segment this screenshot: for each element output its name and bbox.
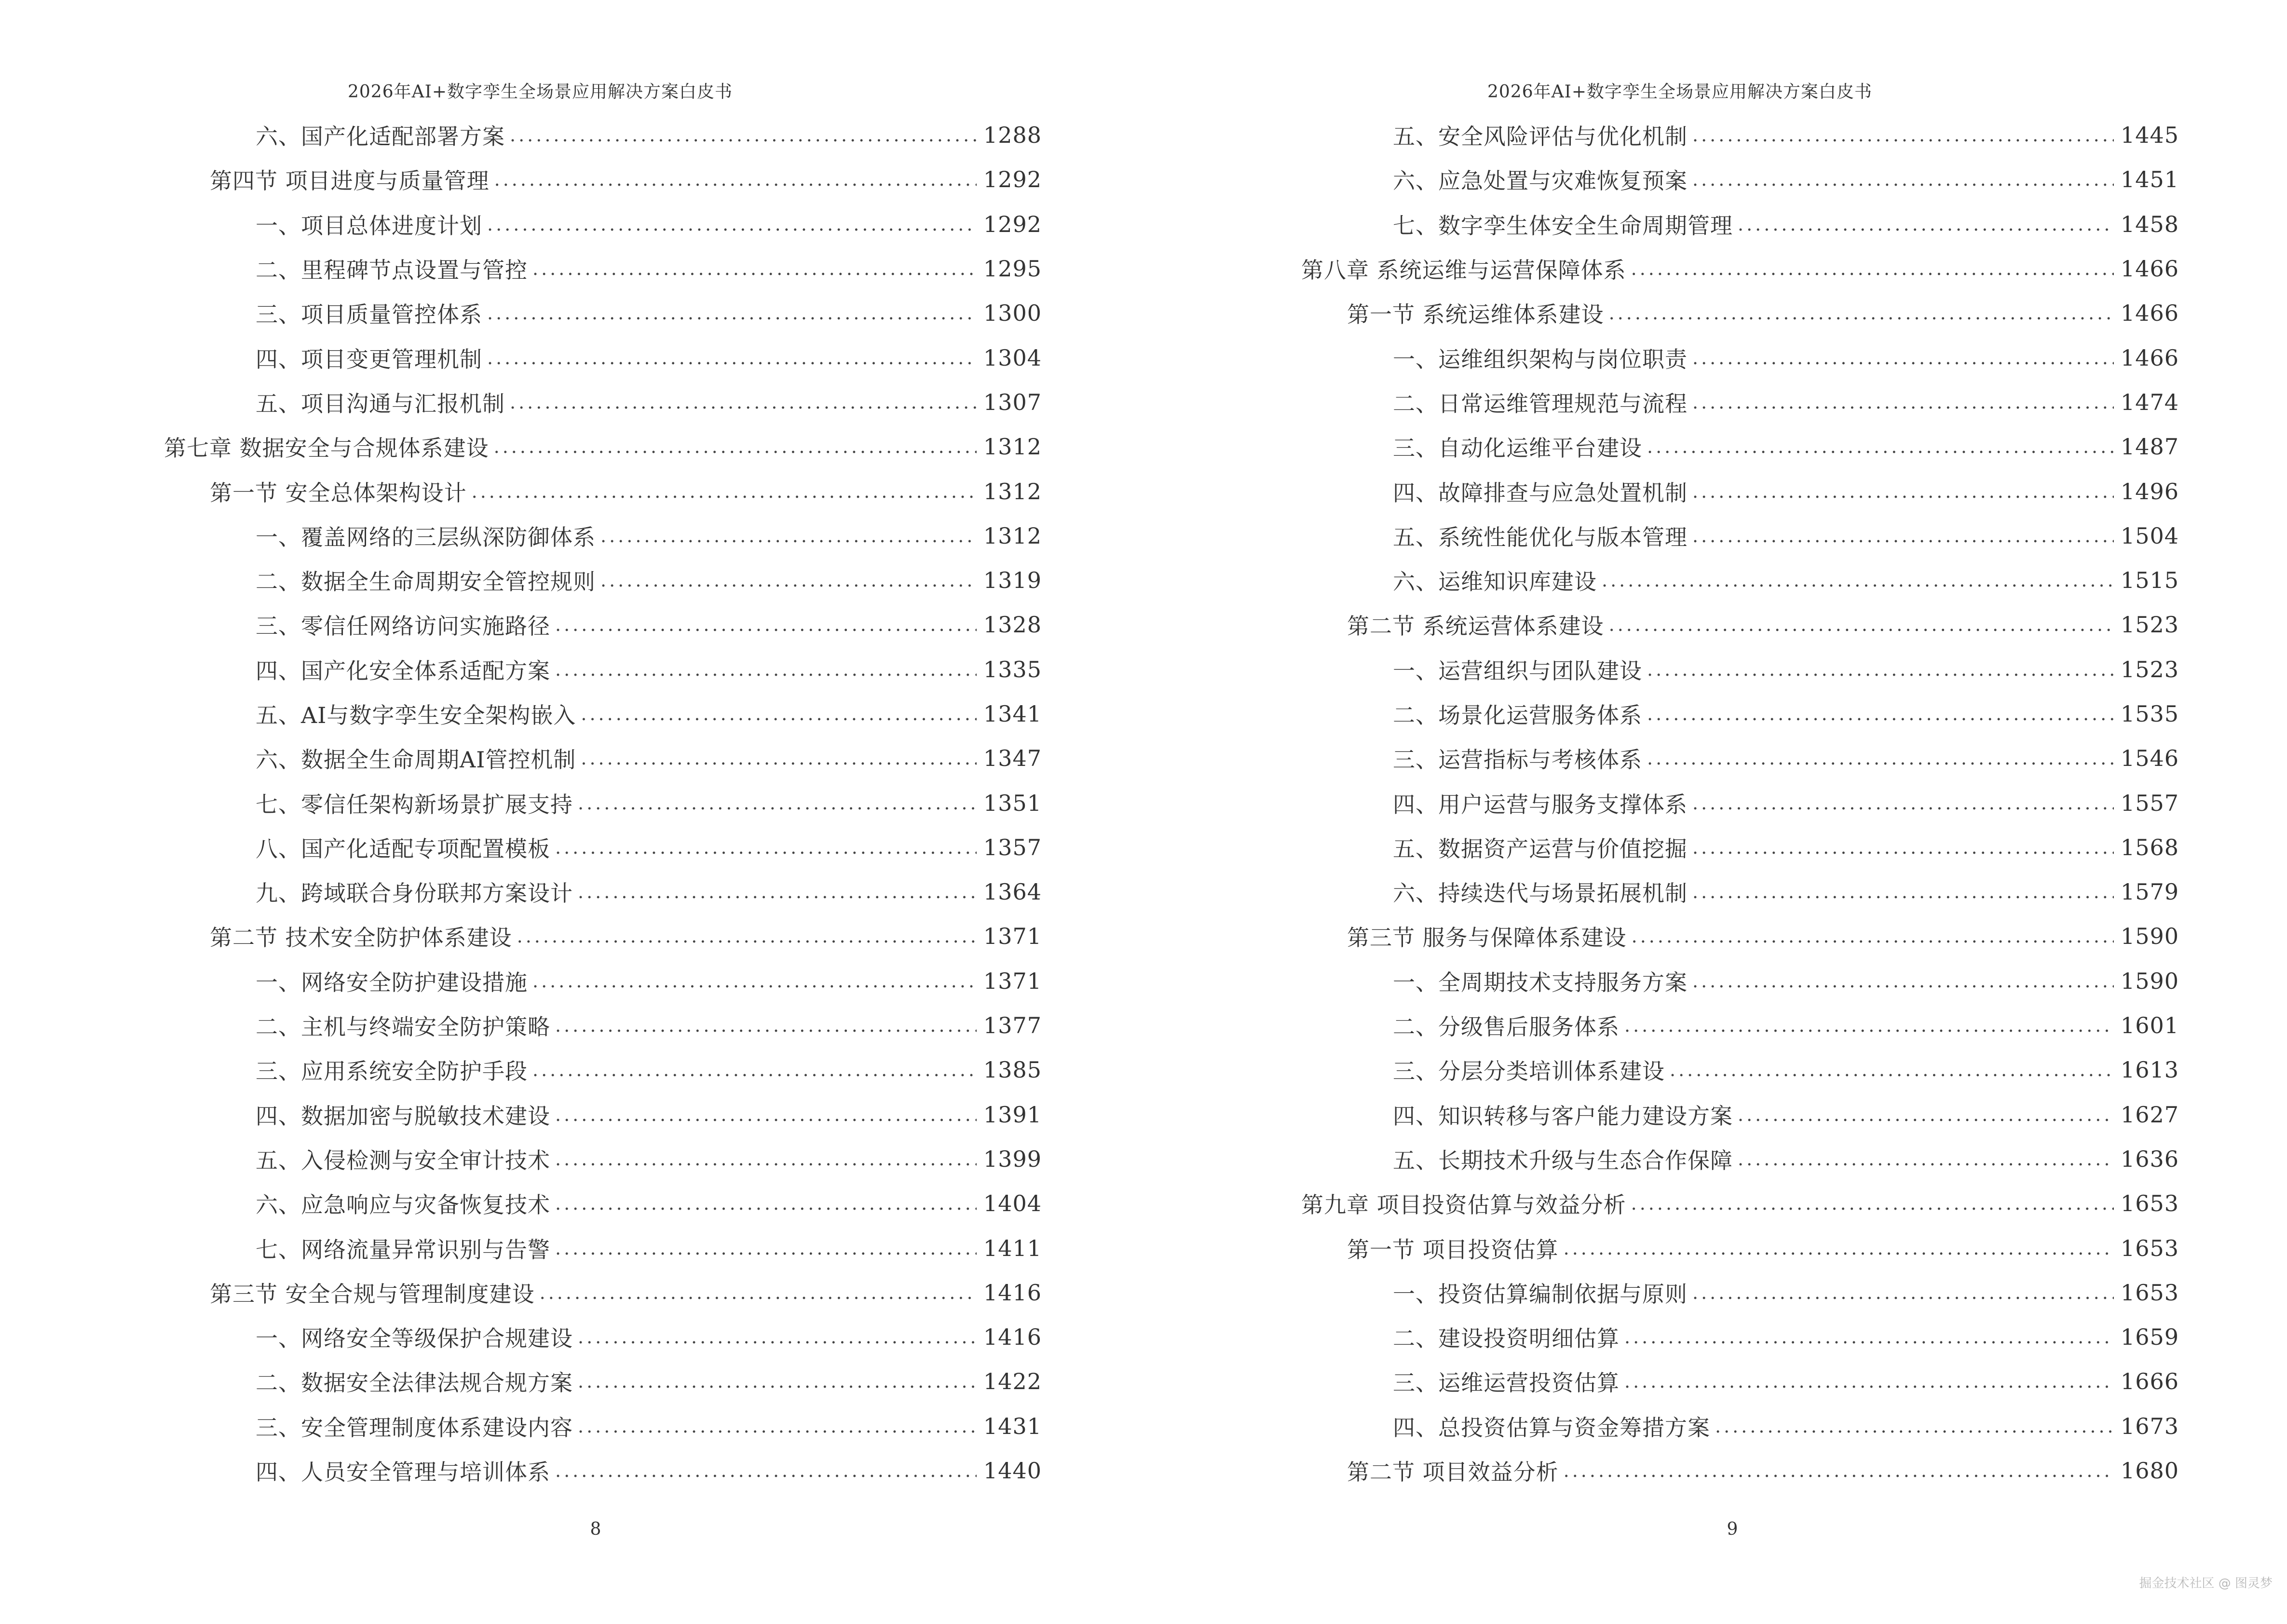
toc-entry-page: 1357 bbox=[983, 834, 1042, 860]
toc-entry-title: 三、自动化运维平台建设 bbox=[1393, 435, 1642, 462]
toc-entry[interactable] bbox=[1301, 246, 2179, 291]
toc-entry-title: 二、主机与终端安全防护策略 bbox=[256, 1014, 550, 1040]
toc-entry-title: 四、总投资估算与资金筹措方案 bbox=[1393, 1414, 1710, 1441]
toc-entry-title: 第一节 系统运维体系建设 bbox=[1347, 301, 1604, 328]
toc-entry-title: 二、建设投资明细估算 bbox=[1393, 1325, 1620, 1352]
watermark bbox=[2139, 1573, 2273, 1591]
toc-entry[interactable] bbox=[1301, 469, 2179, 513]
toc-entry-title: 四、知识转移与客户能力建设方案 bbox=[1393, 1103, 1733, 1129]
dot-leader bbox=[555, 1148, 977, 1170]
toc-entry-title: 一、运营组织与团队建设 bbox=[1393, 657, 1642, 684]
toc-entry-page: 1312 bbox=[983, 478, 1042, 505]
toc-entry[interactable] bbox=[164, 1448, 1042, 1493]
toc-entry[interactable] bbox=[1301, 602, 2179, 647]
toc-entry-title: 六、运维知识库建设 bbox=[1393, 569, 1597, 595]
toc-entry[interactable] bbox=[1301, 692, 2179, 736]
toc-entry-title: 三、安全管理制度体系建设内容 bbox=[256, 1414, 573, 1441]
toc-entry[interactable] bbox=[164, 380, 1042, 424]
toc-entry-page: 1312 bbox=[983, 434, 1042, 460]
toc-entry[interactable] bbox=[164, 1003, 1042, 1048]
toc-entry-title: 六、应急处置与灾难恢复预案 bbox=[1393, 168, 1688, 194]
dot-leader bbox=[1692, 837, 2114, 858]
toc-entry-page: 1377 bbox=[983, 1012, 1042, 1039]
toc-entry-page: 1466 bbox=[2120, 300, 2179, 327]
toc-entry[interactable] bbox=[1301, 157, 2179, 202]
dot-leader bbox=[1692, 347, 2114, 368]
toc-entry-title: 四、国产化安全体系适配方案 bbox=[256, 657, 550, 684]
toc-entry-title: 第一节 项目投资估算 bbox=[1347, 1236, 1559, 1263]
toc-entry[interactable] bbox=[164, 1092, 1042, 1137]
toc-entry-title: 四、用户运营与服务支撑体系 bbox=[1393, 791, 1688, 818]
toc-entry-page: 1535 bbox=[2120, 701, 2179, 727]
toc-entry-title: 第二节 系统运营体系建设 bbox=[1347, 613, 1604, 640]
toc-entry-title: 第三节 安全合规与管理制度建设 bbox=[210, 1281, 535, 1307]
toc-entry-page: 1458 bbox=[2120, 211, 2179, 237]
toc-entry[interactable] bbox=[1301, 1359, 2179, 1404]
dot-leader bbox=[578, 792, 977, 814]
dot-leader bbox=[1692, 124, 2114, 146]
toc-entry-title: 一、全周期技术支持服务方案 bbox=[1393, 969, 1688, 996]
dot-leader bbox=[487, 302, 977, 324]
toc-entry-title: 一、覆盖网络的三层纵深防御体系 bbox=[256, 524, 596, 550]
toc-entry-title: 九、跨域联合身份联邦方案设计 bbox=[256, 880, 573, 907]
dot-leader bbox=[1647, 703, 2114, 724]
toc-entry[interactable] bbox=[164, 1137, 1042, 1181]
toc-entry-title: 四、故障排查与应急处置机制 bbox=[1393, 479, 1688, 506]
dot-leader bbox=[510, 124, 977, 146]
dot-leader bbox=[494, 169, 977, 190]
dot-leader bbox=[581, 748, 977, 769]
dot-leader bbox=[1692, 792, 2114, 814]
toc-entry-page: 1341 bbox=[983, 701, 1042, 727]
toc-entry-title: 五、长期技术升级与生态合作保障 bbox=[1393, 1147, 1733, 1174]
toc-entry-page: 1568 bbox=[2120, 834, 2179, 860]
toc-entry-page: 1440 bbox=[983, 1458, 1042, 1484]
toc-entry-title: 七、数字孪生体安全生命周期管理 bbox=[1393, 212, 1733, 239]
dot-leader bbox=[1670, 1059, 2114, 1080]
toc-entry[interactable] bbox=[164, 780, 1042, 825]
toc-entry-page: 1653 bbox=[2120, 1279, 2179, 1306]
toc-entry[interactable] bbox=[164, 736, 1042, 780]
dot-leader bbox=[1564, 1460, 2114, 1481]
toc-entry-page: 1474 bbox=[2120, 389, 2179, 415]
dot-leader bbox=[1692, 525, 2114, 546]
toc-entry-page: 1451 bbox=[2120, 166, 2179, 193]
page-number: 9 bbox=[1727, 1519, 1738, 1539]
toc-entry[interactable] bbox=[164, 1359, 1042, 1404]
dot-leader bbox=[532, 258, 977, 279]
toc-entry[interactable] bbox=[164, 335, 1042, 380]
toc-entry-page: 1627 bbox=[2120, 1101, 2179, 1128]
toc-entry-title: 五、系统性能优化与版本管理 bbox=[1393, 524, 1688, 550]
toc-entry[interactable] bbox=[164, 1270, 1042, 1315]
toc-entry[interactable] bbox=[1301, 647, 2179, 692]
toc-entry-title: 七、网络流量异常识别与告警 bbox=[256, 1236, 550, 1263]
dot-leader bbox=[578, 1326, 977, 1348]
toc-entry[interactable] bbox=[164, 424, 1042, 469]
toc-entry-page: 1557 bbox=[2120, 790, 2179, 816]
toc-entry-page: 1351 bbox=[983, 790, 1042, 816]
toc-entry[interactable] bbox=[1301, 870, 2179, 914]
toc-entry-page: 1422 bbox=[983, 1368, 1042, 1395]
page-header: 2026年AI+数字孪生全场景应用解决方案白皮书 bbox=[347, 82, 733, 102]
toc-entry-page: 1288 bbox=[983, 122, 1042, 149]
toc-entry[interactable] bbox=[164, 113, 1042, 157]
toc-entry-page: 1431 bbox=[983, 1413, 1042, 1439]
dot-leader bbox=[472, 481, 977, 502]
toc-entry-page: 1347 bbox=[983, 745, 1042, 772]
toc-entry-title: 四、项目变更管理机制 bbox=[256, 346, 482, 372]
toc-entry[interactable] bbox=[164, 1226, 1042, 1270]
toc-entry-page: 1319 bbox=[983, 567, 1042, 594]
toc-entry-page: 1416 bbox=[983, 1324, 1042, 1351]
toc-entry-page: 1666 bbox=[2120, 1368, 2179, 1395]
toc-entry-title: 五、AI与数字孪生安全架构嵌入 bbox=[256, 702, 576, 728]
dot-leader bbox=[1624, 1371, 2114, 1392]
toc-entry-page: 1416 bbox=[983, 1279, 1042, 1306]
toc-entry[interactable] bbox=[164, 1181, 1042, 1226]
dot-leader bbox=[1624, 1015, 2114, 1036]
toc-entry[interactable] bbox=[1301, 1137, 2179, 1181]
toc-entry[interactable] bbox=[1301, 424, 2179, 469]
toc-entry-title: 五、入侵检测与安全审计技术 bbox=[256, 1147, 550, 1174]
toc-entry-page: 1466 bbox=[2120, 344, 2179, 371]
toc-entry-page: 1546 bbox=[2120, 745, 2179, 772]
toc-entry[interactable] bbox=[1301, 202, 2179, 246]
toc-entry-title: 第二节 技术安全防护体系建设 bbox=[210, 925, 512, 951]
toc-entry[interactable] bbox=[1301, 514, 2179, 558]
toc-entry-title: 三、项目质量管控体系 bbox=[256, 301, 482, 328]
toc-entry-title: 第二节 项目效益分析 bbox=[1347, 1459, 1559, 1486]
toc-entry-page: 1487 bbox=[2120, 434, 2179, 460]
toc-entry[interactable] bbox=[1301, 1226, 2179, 1270]
toc-entry-title: 三、运维运营投资估算 bbox=[1393, 1370, 1620, 1396]
dot-leader bbox=[1738, 1104, 2114, 1125]
dot-leader bbox=[1692, 970, 2114, 992]
page-number: 8 bbox=[590, 1519, 601, 1539]
dot-leader bbox=[1692, 169, 2114, 190]
toc-entry-page: 1523 bbox=[2120, 656, 2179, 682]
toc-entry[interactable] bbox=[164, 1404, 1042, 1448]
toc-entry[interactable] bbox=[1301, 1181, 2179, 1226]
dot-leader bbox=[1647, 659, 2114, 680]
toc-entry-title: 一、投资估算编制依据与原则 bbox=[1393, 1281, 1688, 1307]
table-of-contents bbox=[164, 113, 1042, 1493]
toc-entry-page: 1590 bbox=[2120, 968, 2179, 994]
toc-entry-title: 五、数据资产运营与价值挖掘 bbox=[1393, 835, 1688, 862]
toc-entry-page: 1515 bbox=[2120, 567, 2179, 594]
toc-entry-title: 第一节 安全总体架构设计 bbox=[210, 479, 467, 506]
dot-leader bbox=[600, 570, 977, 591]
toc-entry-title: 一、网络安全防护建设措施 bbox=[256, 969, 528, 996]
toc-entry-page: 1371 bbox=[983, 968, 1042, 994]
toc-entry[interactable] bbox=[164, 914, 1042, 958]
dot-leader bbox=[578, 881, 977, 902]
toc-entry-page: 1292 bbox=[983, 211, 1042, 237]
toc-entry-title: 二、分级售后服务体系 bbox=[1393, 1014, 1620, 1040]
toc-entry-page: 1307 bbox=[983, 389, 1042, 415]
right-page bbox=[1144, 0, 2287, 1624]
toc-entry-page: 1590 bbox=[2120, 923, 2179, 950]
dot-leader bbox=[581, 703, 977, 724]
toc-entry[interactable] bbox=[1301, 780, 2179, 825]
toc-entry-page: 1613 bbox=[2120, 1057, 2179, 1083]
dot-leader bbox=[517, 926, 977, 947]
dot-leader bbox=[1564, 1238, 2114, 1259]
dot-leader bbox=[532, 1059, 977, 1080]
toc-entry-title: 三、零信任网络访问实施路径 bbox=[256, 613, 550, 640]
dot-leader bbox=[1692, 392, 2114, 413]
dot-leader bbox=[555, 837, 977, 858]
dot-leader bbox=[1692, 881, 2114, 902]
toc-entry-page: 1295 bbox=[983, 256, 1042, 282]
toc-entry-title: 第三节 服务与保障体系建设 bbox=[1347, 925, 1627, 951]
toc-entry-title: 一、运维组织架构与岗位职责 bbox=[1393, 346, 1688, 372]
toc-entry[interactable] bbox=[1301, 1270, 2179, 1315]
toc-entry-page: 1673 bbox=[2120, 1413, 2179, 1439]
toc-entry[interactable] bbox=[1301, 558, 2179, 602]
toc-entry-page: 1292 bbox=[983, 166, 1042, 193]
dot-leader bbox=[1738, 1148, 2114, 1170]
toc-entry[interactable] bbox=[1301, 1448, 2179, 1493]
dot-leader bbox=[1631, 1193, 2114, 1214]
toc-entry-page: 1391 bbox=[983, 1101, 1042, 1128]
toc-entry-page: 1364 bbox=[983, 879, 1042, 905]
dot-leader bbox=[540, 1282, 977, 1303]
toc-entry-title: 四、人员安全管理与培训体系 bbox=[256, 1459, 550, 1486]
table-of-contents bbox=[1301, 113, 2179, 1493]
dot-leader bbox=[1609, 614, 2114, 635]
toc-entry-title: 第八章 系统运维与运营保障体系 bbox=[1301, 257, 1626, 284]
dot-leader bbox=[1692, 481, 2114, 502]
toc-entry[interactable] bbox=[164, 959, 1042, 1003]
toc-entry-page: 1404 bbox=[983, 1190, 1042, 1217]
dot-leader bbox=[1647, 748, 2114, 769]
page-header: 2026年AI+数字孪生全场景应用解决方案白皮书 bbox=[1487, 82, 1872, 102]
toc-entry-page: 1636 bbox=[2120, 1146, 2179, 1172]
toc-entry-title: 五、安全风险评估与优化机制 bbox=[1393, 123, 1688, 150]
dot-leader bbox=[1624, 1326, 2114, 1348]
dot-leader bbox=[578, 1371, 977, 1392]
toc-entry-page: 1335 bbox=[983, 656, 1042, 682]
toc-entry[interactable] bbox=[164, 647, 1042, 692]
toc-entry[interactable] bbox=[1301, 1404, 2179, 1448]
toc-entry-page: 1328 bbox=[983, 612, 1042, 638]
toc-entry-title: 一、项目总体进度计划 bbox=[256, 212, 482, 239]
toc-entry[interactable] bbox=[164, 246, 1042, 291]
toc-entry-title: 第四节 项目进度与质量管理 bbox=[210, 168, 490, 194]
dot-leader bbox=[555, 1015, 977, 1036]
toc-entry[interactable] bbox=[164, 825, 1042, 870]
toc-entry-page: 1496 bbox=[2120, 478, 2179, 505]
toc-entry-title: 三、运营指标与考核体系 bbox=[1393, 747, 1642, 773]
toc-entry[interactable] bbox=[1301, 1092, 2179, 1137]
toc-entry-title: 第七章 数据安全与合规体系建设 bbox=[164, 435, 489, 462]
dot-leader bbox=[494, 436, 977, 457]
dot-leader bbox=[578, 1416, 977, 1437]
toc-entry[interactable] bbox=[164, 602, 1042, 647]
dot-leader bbox=[487, 214, 977, 235]
toc-entry[interactable] bbox=[1301, 291, 2179, 335]
dot-leader bbox=[487, 347, 977, 368]
toc-entry[interactable] bbox=[1301, 736, 2179, 780]
toc-entry-title: 二、数据安全法律法规合规方案 bbox=[256, 1370, 573, 1396]
toc-entry-page: 1504 bbox=[2120, 522, 2179, 549]
toc-entry[interactable] bbox=[1301, 914, 2179, 958]
toc-entry-title: 六、持续迭代与场景拓展机制 bbox=[1393, 880, 1688, 907]
dot-leader bbox=[555, 659, 977, 680]
toc-entry-page: 1466 bbox=[2120, 256, 2179, 282]
toc-entry[interactable] bbox=[1301, 1315, 2179, 1359]
toc-entry-page: 1300 bbox=[983, 300, 1042, 327]
toc-entry-title: 二、日常运维管理规范与流程 bbox=[1393, 390, 1688, 417]
toc-entry-title: 五、项目沟通与汇报机制 bbox=[256, 390, 505, 417]
toc-entry-page: 1304 bbox=[983, 344, 1042, 371]
toc-entry-title: 六、应急响应与灾备恢复技术 bbox=[256, 1192, 550, 1218]
watermark-text: 掘金技术社区 @ 图灵梦 bbox=[2139, 1576, 2273, 1591]
toc-entry-page: 1371 bbox=[983, 923, 1042, 950]
toc-entry[interactable] bbox=[164, 202, 1042, 246]
toc-entry[interactable] bbox=[164, 469, 1042, 513]
toc-entry-page: 1579 bbox=[2120, 879, 2179, 905]
toc-entry-page: 1523 bbox=[2120, 612, 2179, 638]
toc-entry[interactable] bbox=[164, 692, 1042, 736]
dot-leader bbox=[555, 1238, 977, 1259]
dot-leader bbox=[1609, 302, 2114, 324]
toc-entry-title: 三、分层分类培训体系建设 bbox=[1393, 1058, 1665, 1085]
toc-entry-page: 1653 bbox=[2120, 1190, 2179, 1217]
dot-leader bbox=[555, 1104, 977, 1125]
toc-entry-title: 七、零信任架构新场景扩展支持 bbox=[256, 791, 573, 818]
dot-leader bbox=[1647, 436, 2114, 457]
toc-entry[interactable] bbox=[164, 157, 1042, 202]
dot-leader bbox=[1738, 214, 2114, 235]
dot-leader bbox=[555, 614, 977, 635]
toc-entry[interactable] bbox=[164, 291, 1042, 335]
toc-entry-page: 1411 bbox=[983, 1235, 1042, 1261]
toc-entry-title: 二、数据全生命周期安全管控规则 bbox=[256, 569, 596, 595]
toc-entry-page: 1653 bbox=[2120, 1235, 2179, 1261]
toc-entry[interactable] bbox=[164, 870, 1042, 914]
dot-leader bbox=[555, 1460, 977, 1481]
toc-entry-title: 四、数据加密与脱敏技术建设 bbox=[256, 1103, 550, 1129]
toc-entry[interactable] bbox=[1301, 959, 2179, 1003]
dot-leader bbox=[600, 525, 977, 546]
toc-entry[interactable] bbox=[1301, 1003, 2179, 1048]
toc-entry-page: 1445 bbox=[2120, 122, 2179, 149]
toc-entry-page: 1385 bbox=[983, 1057, 1042, 1083]
toc-entry[interactable] bbox=[1301, 335, 2179, 380]
toc-entry-title: 三、应用系统安全防护手段 bbox=[256, 1058, 528, 1085]
toc-entry[interactable] bbox=[164, 1315, 1042, 1359]
toc-entry[interactable] bbox=[1301, 1048, 2179, 1092]
toc-entry-page: 1312 bbox=[983, 522, 1042, 549]
toc-entry-title: 第九章 项目投资估算与效益分析 bbox=[1301, 1192, 1626, 1218]
toc-entry-title: 六、国产化适配部署方案 bbox=[256, 123, 505, 150]
toc-entry[interactable] bbox=[164, 558, 1042, 602]
dot-leader bbox=[1631, 258, 2114, 279]
dot-leader bbox=[1715, 1416, 2114, 1437]
toc-entry-title: 二、场景化运营服务体系 bbox=[1393, 702, 1642, 728]
dot-leader bbox=[532, 970, 977, 992]
toc-entry-page: 1399 bbox=[983, 1146, 1042, 1172]
toc-entry-page: 1601 bbox=[2120, 1012, 2179, 1039]
toc-entry-page: 1659 bbox=[2120, 1324, 2179, 1351]
toc-entry[interactable] bbox=[1301, 113, 2179, 157]
toc-entry-title: 二、里程碑节点设置与管控 bbox=[256, 257, 528, 284]
toc-entry[interactable] bbox=[1301, 380, 2179, 424]
dot-leader bbox=[510, 392, 977, 413]
toc-entry[interactable] bbox=[1301, 825, 2179, 870]
toc-entry[interactable] bbox=[164, 514, 1042, 558]
toc-entry-title: 八、国产化适配专项配置模板 bbox=[256, 835, 550, 862]
toc-entry-title: 六、数据全生命周期AI管控机制 bbox=[256, 747, 576, 773]
toc-entry-title: 一、网络安全等级保护合规建设 bbox=[256, 1325, 573, 1352]
dot-leader bbox=[1632, 926, 2114, 947]
dot-leader bbox=[1692, 1282, 2114, 1303]
dot-leader bbox=[1602, 570, 2114, 591]
toc-entry[interactable] bbox=[164, 1048, 1042, 1092]
dot-leader bbox=[555, 1193, 977, 1214]
toc-entry-page: 1680 bbox=[2120, 1458, 2179, 1484]
